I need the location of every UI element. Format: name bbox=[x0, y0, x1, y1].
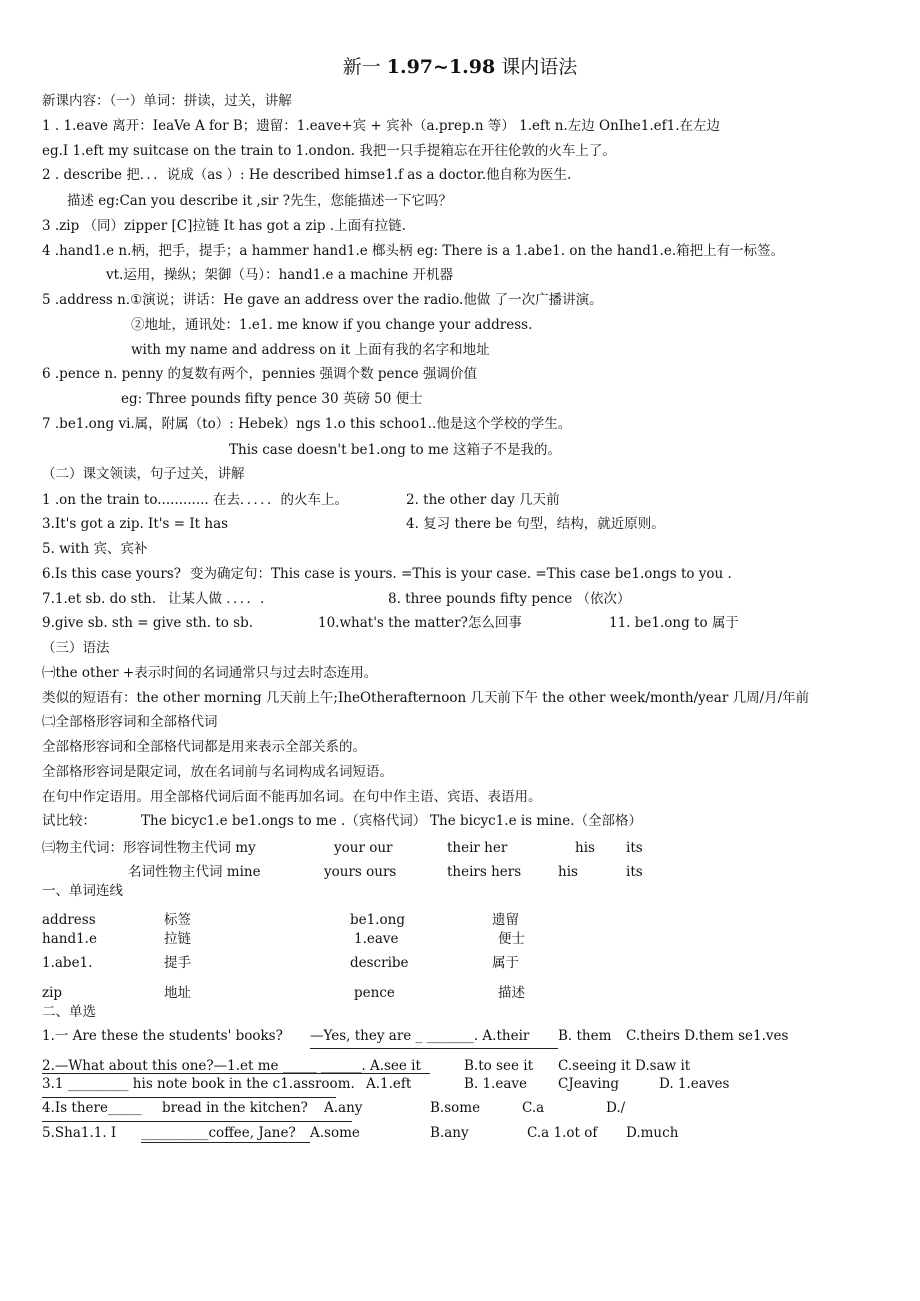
text-segment: 全部格形容词和全部格代词都是用来表示全部关系的。 bbox=[42, 739, 366, 755]
text-segment: 8. three pounds fifty pence （依次） bbox=[388, 591, 631, 607]
text-segment: its bbox=[626, 840, 643, 856]
text-segment: 二、单选 bbox=[42, 1004, 96, 1020]
text-segment: ㈢物主代词：形容词性物主代词 my bbox=[42, 840, 256, 856]
text-segment: address bbox=[42, 912, 96, 928]
text-segment: its bbox=[626, 864, 643, 880]
text-segment: A.1.eft bbox=[366, 1076, 412, 1092]
title-prefix: 新一 bbox=[342, 56, 387, 78]
text-segment: 3.1 _________ his note book in the c1.assroom. bbox=[42, 1076, 355, 1092]
text-segment: 6.Is this case yours? bbox=[42, 566, 181, 582]
text-segment: pence bbox=[354, 985, 395, 1001]
text-segment: D./ bbox=[606, 1100, 626, 1116]
text-segment: 1.abe1. bbox=[42, 955, 93, 971]
text-segment: 提手 bbox=[164, 955, 191, 971]
text-segment: （三）语法 bbox=[42, 640, 110, 656]
text-segment: 名词性物主代词 mine bbox=[128, 864, 261, 880]
text-segment: C.seeing it D.saw it bbox=[558, 1058, 691, 1074]
text-segment: B.to see it bbox=[464, 1058, 533, 1074]
text-segment: 类似的短语有：the other morning 几天前上午;IheOtherafternoon 几天前下午 the other week/month/year 几周/月/年前 bbox=[42, 690, 810, 706]
text-segment: This case doesn't be1.ong to me 这箱子不是我的。 bbox=[229, 442, 562, 458]
text-segment: 一、单词连线 bbox=[42, 883, 123, 899]
text-segment: zip bbox=[42, 985, 63, 1001]
text-segment: his bbox=[575, 840, 595, 856]
text-segment: 4 .hand1.e n.柄，把手，提手；a hammer hand1.e 榔头柄 eg: There is a 1.abe1. on the hand1.e.箱把上有一标签。 bbox=[42, 243, 785, 259]
text-segment: 遗留 bbox=[492, 912, 519, 928]
text-segment: his bbox=[558, 864, 578, 880]
text-segment: 新课内容：（一）单词：拼读，过关，讲解 bbox=[42, 93, 292, 109]
text-segment: 9.give sb. sth = give sth. to sb. bbox=[42, 615, 254, 631]
text-segment: 2 . describe 把．．．说成（as ）: He described himse1.f as a doctor.他自称为医生. bbox=[42, 167, 572, 183]
text-segment: 让某人做 ．．．．. bbox=[168, 591, 265, 607]
text-segment: __________coffee, Jane? bbox=[141, 1125, 296, 1141]
text-segment: 属于 bbox=[492, 955, 519, 971]
text-segment: 3 .zip （同）zipper [C]拉链 It has got a zip .上面有拉链. bbox=[42, 218, 406, 234]
text-segment: vt.运用，操纵；架御（马）：hand1.e a machine 开机器 bbox=[106, 267, 454, 283]
text-segment: ㈠the other +表示时间的名词通常只与过去时态连用。 bbox=[42, 665, 378, 681]
text-segment: C.a bbox=[522, 1100, 545, 1116]
text-segment: 3.It's got a zip. It's = It has bbox=[42, 516, 229, 532]
text-segment: ②地址，通讯处：1.e1. me know if you change your address. bbox=[131, 317, 533, 333]
text-segment: A.some bbox=[310, 1125, 360, 1141]
text-segment: 5.Sha1.1. I bbox=[42, 1125, 117, 1141]
text-segment: 10.what's the matter?怎么回事 bbox=[318, 615, 522, 631]
text-segment: 5. with 宾、宾补 bbox=[42, 541, 148, 557]
text-segment: describe bbox=[350, 955, 409, 971]
text-segment: 6 .pence n. penny 的复数有两个，pennies 强调个数 pence 强调价值 bbox=[42, 366, 478, 382]
title-number: 1.97~1.98 bbox=[386, 56, 496, 78]
text-segment: 拉链 bbox=[164, 931, 191, 947]
answer-underline bbox=[42, 1121, 352, 1122]
text-segment: bread in the kitchen? bbox=[162, 1100, 308, 1116]
text-segment: B. 1.eave bbox=[464, 1076, 528, 1092]
text-segment: 2. the other day 几天前 bbox=[406, 492, 560, 508]
text-segment: 2.—What about this one?—1.et me _____ ______. A.see it bbox=[42, 1058, 421, 1074]
text-segment: 7.1.et sb. do sth. bbox=[42, 591, 157, 607]
text-segment: your our bbox=[334, 840, 393, 856]
text-segment: 描述 bbox=[498, 985, 525, 1001]
text-segment: ㈡全部格形容词和全部格代词 bbox=[42, 714, 218, 730]
text-segment: 试比较： bbox=[42, 813, 96, 829]
text-segment: 标签 bbox=[164, 912, 191, 928]
text-segment: theirs hers bbox=[447, 864, 522, 880]
answer-underline bbox=[42, 1097, 336, 1098]
text-segment: eg.I 1.eft my suitcase on the train to 1.ondon. 我把一只手提箱忘在开往伦敦的火车上了。 bbox=[42, 143, 616, 159]
text-segment: The bicyc1.e be1.ongs to me .（宾格代词） bbox=[141, 813, 427, 829]
answer-underline bbox=[141, 1142, 310, 1143]
text-segment: 变为确定句：This case is yours. =This is your case. =This case be1.ongs to you . bbox=[190, 566, 732, 582]
text-segment: 11. be1.ong to 属于 bbox=[609, 615, 739, 631]
answer-underline bbox=[42, 1073, 430, 1074]
text-segment: —Yes, they are _ _______. A.their bbox=[310, 1028, 530, 1044]
answer-underline bbox=[310, 1048, 558, 1049]
text-segment: 1 .on the train to............ 在去．．．．．的火车上。 bbox=[42, 492, 349, 508]
page-title bbox=[0, 52, 920, 79]
text-segment: 4.Is there_____ bbox=[42, 1100, 142, 1116]
text-segment: 1.eave bbox=[354, 931, 399, 947]
text-segment: their her bbox=[447, 840, 508, 856]
text-segment: 描述 eg:Can you describe it ,sir ?先生，您能描述一下它吗？ bbox=[67, 193, 452, 209]
text-segment: D. 1.eaves bbox=[659, 1076, 730, 1092]
text-segment: 全部格形容词是限定词，放在名词前与名词构成名词短语。 bbox=[42, 764, 393, 780]
text-segment: be1.ong bbox=[350, 912, 405, 928]
text-segment: C.a 1.ot of bbox=[527, 1125, 598, 1141]
text-segment: 地址 bbox=[164, 985, 191, 1001]
text-segment: eg: Three pounds fifty pence 30 英磅 50 便士 bbox=[121, 391, 423, 407]
text-segment: C.theirs D.them se1.ves bbox=[626, 1028, 789, 1044]
text-segment: 7 .be1.ong vi.属，附属（to）: Hebek）ngs 1.o this schoo1..他是这个学校的学生。 bbox=[42, 416, 572, 432]
text-segment: 便士 bbox=[498, 931, 525, 947]
text-segment: hand1.e bbox=[42, 931, 97, 947]
text-segment: CJeaving bbox=[558, 1076, 620, 1092]
text-segment: B.any bbox=[430, 1125, 469, 1141]
text-segment: yours ours bbox=[324, 864, 397, 880]
text-segment: 4. 复习 there be 句型，结构，就近原则。 bbox=[406, 516, 665, 532]
text-segment: （二）课文领读，句子过关，讲解 bbox=[42, 466, 245, 482]
title-suffix: 课内语法 bbox=[495, 56, 578, 78]
text-segment: B. them bbox=[558, 1028, 612, 1044]
text-segment: 1.一 Are these the students' books? bbox=[42, 1028, 283, 1044]
text-segment: 5 .address n.①演说；讲话：He gave an address over the radio.他做 了一次广播讲演。 bbox=[42, 292, 603, 308]
text-segment: 1 . 1.eave 离开：IeaVe A for B；遗留：1.eave+宾 + 宾补（a.prep.n 等） 1.eft n.左边 OnIhe1.ef1.在左边 bbox=[42, 118, 721, 134]
text-segment: A.any bbox=[324, 1100, 363, 1116]
text-segment: with my name and address on it 上面有我的名字和地址 bbox=[131, 342, 490, 358]
text-segment: 在句中作定语用。用全部格代词后面不能再加名词。在句中作主语、宾语、表语用。 bbox=[42, 789, 542, 805]
text-segment: B.some bbox=[430, 1100, 481, 1116]
text-segment: D.much bbox=[626, 1125, 679, 1141]
text-segment: The bicyc1.e is mine.（全部格） bbox=[430, 813, 642, 829]
